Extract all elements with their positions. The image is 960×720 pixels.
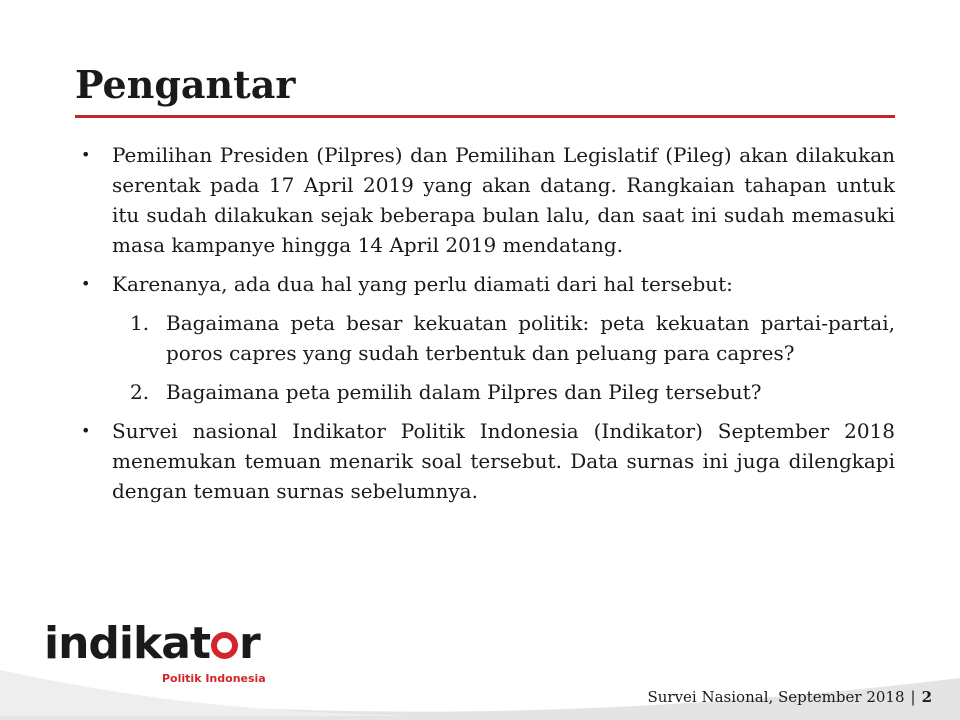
bullet-text: Karenanya, ada dua hal yang perlu diamati dari hal tersebut:	[112, 272, 733, 296]
bullet-text: Survei nasional Indikator Politik Indonesia (Indikator) September 2018 menemukan temuan menarik soal tersebut. Data surnas ini juga dilengkapi dengan temuan surnas sebelumnya.	[112, 419, 895, 503]
footer-separator: |	[910, 688, 916, 706]
page-number: 2	[921, 688, 932, 706]
numbered-text: Bagaimana peta besar kekuatan politik: peta kekuatan partai-partai, poros capres yang sudah terbentuk dan peluang para capres?	[166, 311, 895, 365]
numbered-text: Bagaimana peta pemilih dalam Pilpres dan Pileg tersebut?	[166, 380, 762, 404]
logo-o-ring-icon	[211, 632, 238, 659]
numbered-item	[75, 308, 895, 368]
slide-content	[75, 140, 895, 515]
bullet-item	[75, 269, 895, 299]
footer	[647, 688, 932, 706]
bullet-item	[75, 416, 895, 506]
indikator-logo	[44, 620, 284, 700]
logo-wordmark: indikat r	[44, 618, 260, 669]
bullet-text: Pemilihan Presiden (Pilpres) dan Pemilihan Legislatif (Pileg) akan dilakukan serentak pada 17 April 2019 yang akan datang. Rangkaian tahapan untuk itu sudah dilakukan sejak beberapa bulan lalu, dan saat ini sudah memasuki masa kampanye hingga 14 April 2019 mendatang.	[112, 143, 895, 257]
numbered-item	[75, 377, 895, 407]
logo-subtitle: Politik Indonesia	[162, 672, 266, 685]
footer-text: Survei Nasional, September 2018	[647, 688, 905, 706]
bullet-item	[75, 140, 895, 260]
bullet-icon: •	[81, 421, 91, 440]
bullet-icon: •	[81, 274, 91, 293]
slide-title: Pengantar	[75, 62, 296, 107]
bullet-icon: •	[81, 145, 91, 164]
item-number: 1.	[130, 311, 150, 335]
title-underline	[75, 115, 895, 118]
item-number: 2.	[130, 380, 150, 404]
